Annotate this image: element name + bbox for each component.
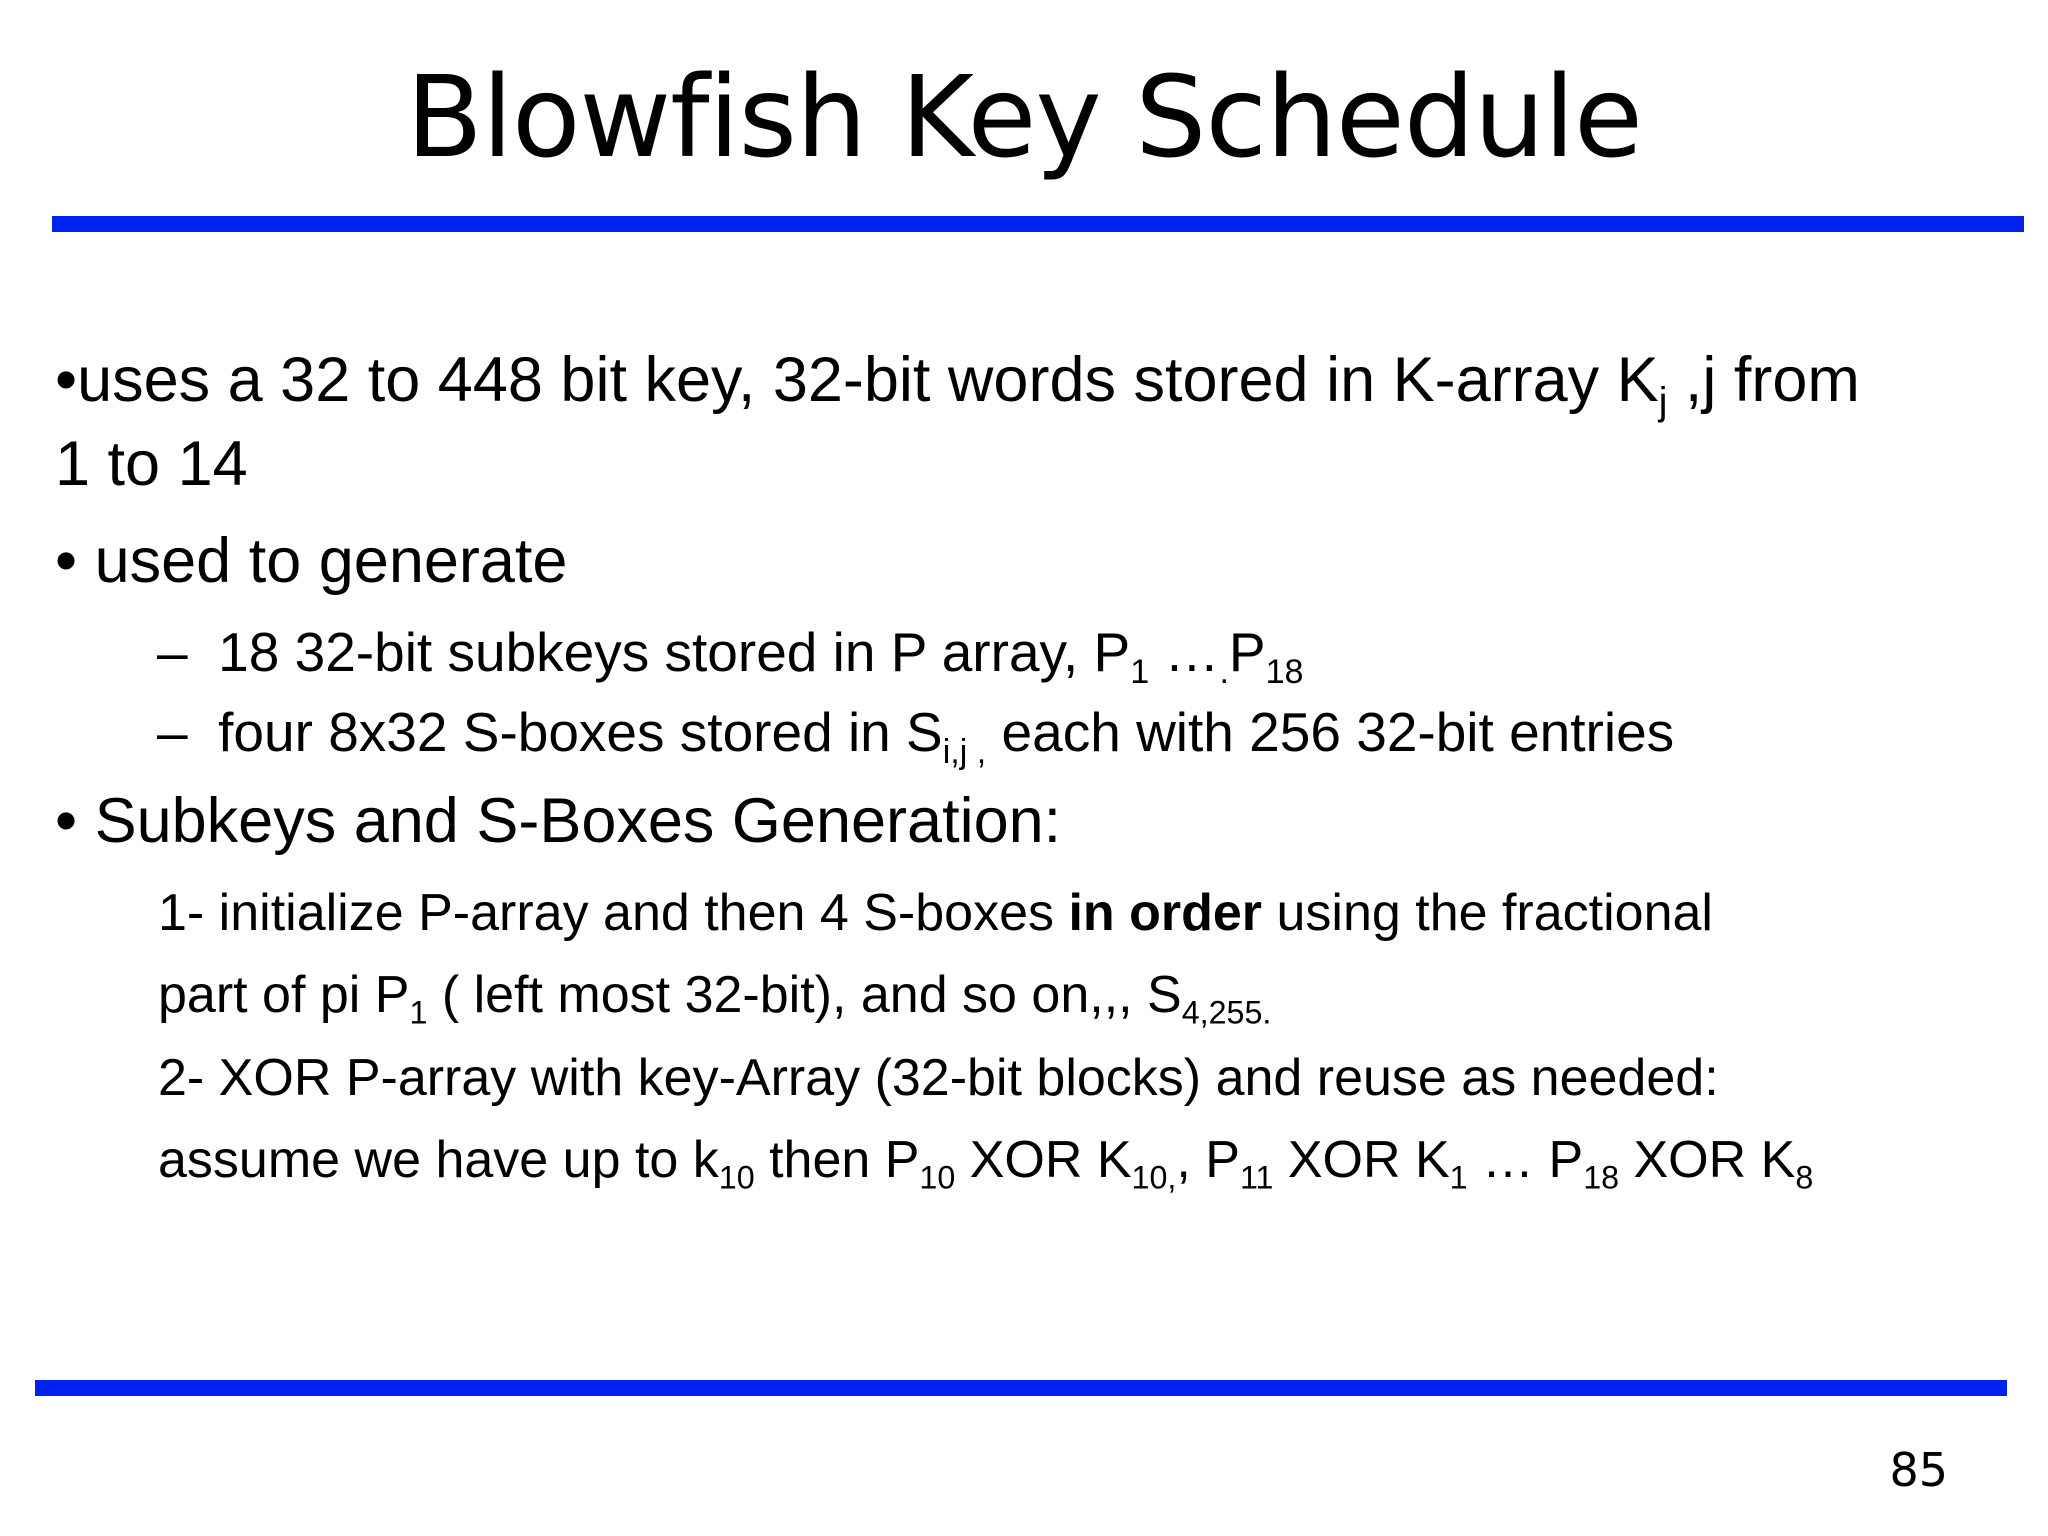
step-text: XOR K (955, 1131, 1132, 1189)
subscript-ij: i,j , (942, 732, 987, 771)
step-2-line-2 (158, 1130, 1814, 1196)
subscript-4-255: 4,255. (1181, 994, 1272, 1031)
dash-marker: – (157, 621, 188, 683)
subscript: 10 (718, 1159, 755, 1196)
slide-title: Blowfish Key Schedule (406, 53, 1642, 183)
subscript-j: j (1658, 380, 1668, 424)
bullet-text: used to generate (94, 526, 568, 596)
step-text: , P (1176, 1131, 1240, 1189)
bullet-marker: • (55, 526, 78, 596)
bullet-marker: • (55, 786, 78, 856)
step-2-line-1: 2- XOR P-array with key-Array (32-bit blocks) and reuse as needed: (158, 1049, 1719, 1107)
subscript: 10 (919, 1159, 956, 1196)
bullet-used-to-generate (55, 525, 567, 597)
subscript-dot: . (1219, 652, 1229, 691)
p-label: P (1228, 621, 1266, 683)
bullet-text-tail: ,j from (1667, 345, 1860, 415)
step-text: assume we have up to k (158, 1131, 719, 1189)
step-1-line-1 (158, 883, 1713, 943)
page-number: 85 (1889, 1443, 1948, 1497)
bullet-text: uses a 32 to 448 bit key, 32-bit words stored in K-array K (77, 345, 1659, 415)
sub-bullet-text: 18 32-bit subkeys stored in P array, P (218, 621, 1131, 683)
dash-marker: – (157, 701, 188, 763)
step-1-line-2 (158, 965, 1272, 1031)
subscript: 10, (1131, 1159, 1177, 1196)
bullet-key-size (55, 344, 1860, 424)
step-text-mid: ( left most 32-bit), and so on,,, S (427, 966, 1182, 1024)
subscript: 8 (1795, 1159, 1814, 1196)
step-text: … P (1467, 1131, 1584, 1189)
subscript: 1 (1449, 1159, 1468, 1196)
bullet-key-size-continued: 1 to 14 (55, 429, 248, 499)
ellipsis: … (1149, 621, 1220, 683)
emphasis-in-order: in order (1068, 884, 1263, 942)
sub-bullet-s-boxes (157, 700, 1675, 771)
sub-bullet-text: four 8x32 S-boxes stored in S (218, 701, 943, 763)
step-text: XOR K (1273, 1131, 1450, 1189)
subscript-18: 18 (1265, 652, 1304, 691)
step-text: part of pi P (158, 966, 410, 1024)
sub-bullet-p-array (157, 620, 1304, 691)
subscript-1: 1 (409, 994, 428, 1031)
bullet-marker: • (55, 345, 78, 415)
subscript: 11 (1239, 1159, 1274, 1196)
subscript-1: 1 (1130, 652, 1150, 691)
step-text: XOR K (1619, 1131, 1796, 1189)
top-divider (52, 216, 2024, 232)
sub-bullet-text-tail: each with 256 32-bit entries (986, 701, 1675, 763)
step-text: 1- initialize P-array and then 4 S-boxes (158, 884, 1069, 942)
subscript: 18 (1583, 1159, 1620, 1196)
step-text-tail: using the fractional (1262, 884, 1713, 942)
bullet-text: Subkeys and S-Boxes Generation: (94, 786, 1062, 856)
step-text: then P (754, 1131, 920, 1189)
bullet-generation-heading (55, 785, 1061, 857)
bottom-divider (35, 1380, 2007, 1396)
